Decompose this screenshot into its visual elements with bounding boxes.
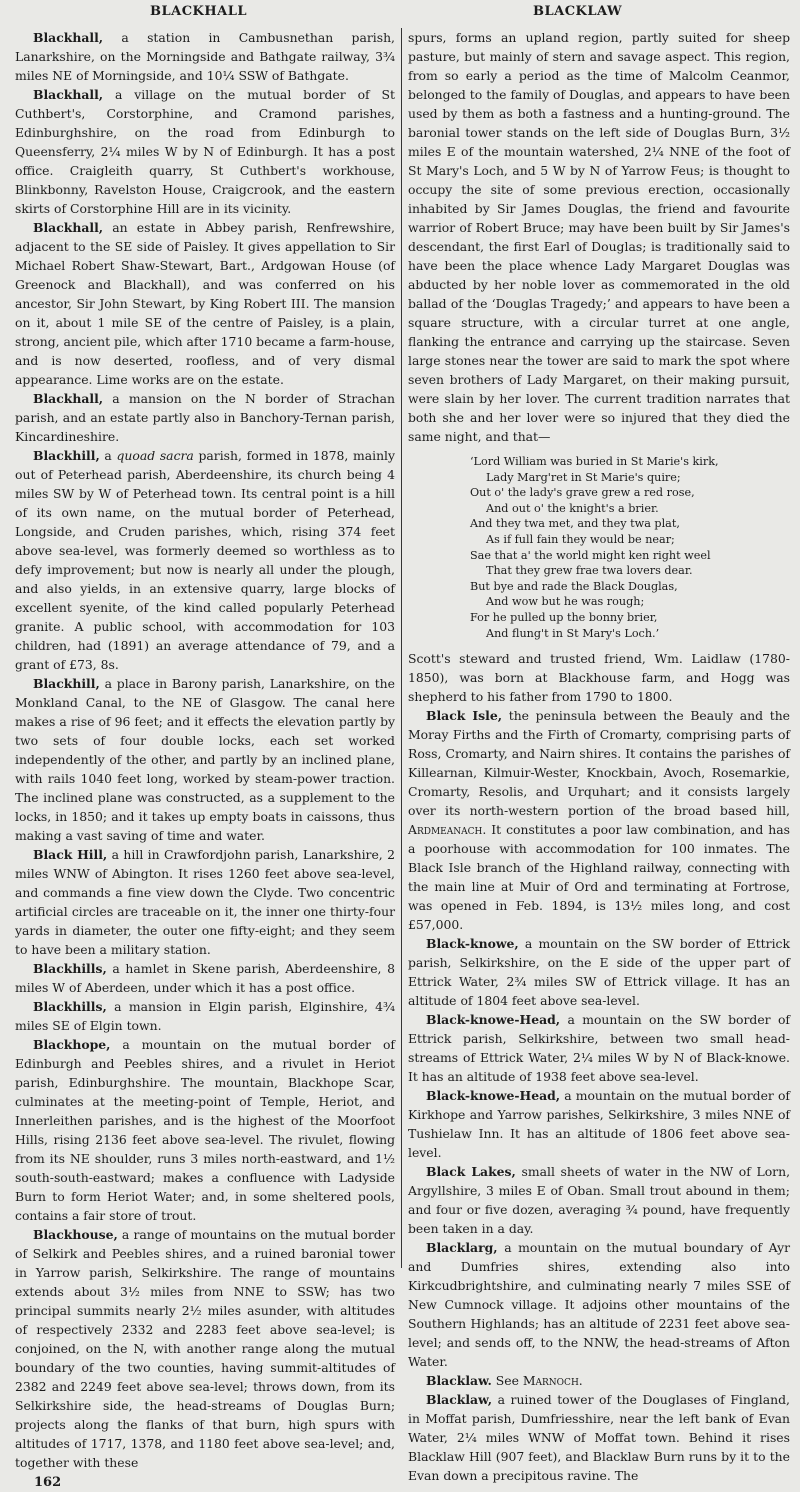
column-divider	[401, 28, 402, 1268]
entry-text: quoad sacra	[116, 448, 194, 463]
entry-text: a mansion in Elgin parish, Elginshire, 4¾ miles SE of Elgin town.	[15, 999, 395, 1033]
gazetteer-entry	[15, 85, 395, 218]
gazetteer-entry	[408, 1371, 790, 1390]
poem-line: As if full fain they would be near;	[486, 532, 675, 546]
poem-line: Sae that a' the world might ken right weel	[470, 548, 711, 562]
gazetteer-entry	[15, 389, 395, 446]
entry-text: a mountain on the mutual boundary of Ayr and Dumfries shires, extending also into Kirkcudbrightshire, and culminating nearly 7 miles SSE of New Cumnock village. It adjoins other mountains of the Southern Highlands; has an altitude of 2231 feet above sea-level; and sends off, to the NNW, the head-streams of Afton Water.	[408, 1240, 790, 1370]
entry-headword: Blackhills,	[33, 999, 107, 1014]
entry-headword: Blackhall,	[33, 87, 104, 102]
entry-headword: Blacklaw,	[426, 1392, 493, 1408]
entry-text: a hamlet in Skene parish, Aberdeenshire, 8 miles W of Aberdeen, under which it has a post office.	[15, 961, 395, 995]
entry-headword: Blackhouse,	[33, 1227, 118, 1242]
poem-line: Out o' the lady's grave grew a red rose,	[470, 486, 695, 500]
entry-text: a ruined tower of the Douglases of Fingland, in Moffat parish, Dumfriesshire, near the left bank of Evan Water, 2¼ miles WNW of Moffat town. Behind it rises Blacklaw Hill (907 feet), and Blacklaw Burn runs by it to the Evan down a precipitous ravine. The	[408, 1392, 790, 1484]
left-column	[15, 28, 395, 1492]
gazetteer-entry	[15, 674, 395, 845]
entry-headword: Black Hill,	[33, 847, 108, 862]
gazetteer-entry	[408, 1162, 790, 1238]
entry-continuation-after-poem: Scott's steward and trusted friend, Wm. Laidlaw (1780-1850), was born at Blackhouse farm, and Hogg was shepherd to his father from 1790 to 1800.	[408, 651, 790, 705]
ballad-quotation	[470, 454, 790, 641]
entry-headword: Blacklarg,	[426, 1240, 498, 1256]
gazetteer-entry	[15, 1035, 395, 1225]
entry-headword: Black Lakes,	[426, 1164, 516, 1180]
entry-headword: Blackhope,	[33, 1037, 111, 1052]
gazetteer-entry	[408, 1010, 790, 1086]
poem-line: And flung't in St Mary's Loch.’	[486, 626, 660, 640]
page-number: 162	[34, 1475, 62, 1490]
entry-headword: Blackhills,	[33, 961, 107, 976]
entry-text: a range of mountains on the mutual border of Selkirk and Peebles shires, and a ruined baronial tower in Yarrow parish, Selkirkshire. The range of mountains extends about 3½ miles from NNE to SSW; has two principal summits nearly 2½ miles asunder, with altitudes of respectively 2332 and 2283 feet above sea-level; is conjoined, on the N, with another range along the mutual boundary of the two counties, having summit-altitudes of 2382 and 2249 feet above sea-level; throws down, from its Selkirkshire side, the head-streams of Douglas Burn; projects along the flanks of that burn, high spurs with altitudes of 1717, 1378, and 1180 feet above sea-level; and, together with these	[15, 1227, 395, 1470]
gazetteer-entry	[15, 446, 395, 674]
entry-text: See	[491, 1373, 523, 1389]
entry-headword: Blacklaw.	[426, 1373, 492, 1389]
entry-text: a station in Cambusnethan parish, Lanarkshire, on the Morningside and Bathgate railway, 3¾ miles NE of Morningside, and 10¼ SSW of Bathgate.	[15, 30, 395, 83]
entry-text: a mountain on the SW border of Ettrick parish, Selkirkshire, between two small head-streams of Ettrick Water, 2¼ miles W by N of Black-knowe. It has an altitude of 1938 feet above sea-level.	[408, 1012, 790, 1085]
poem-line: That they grew frae twa lovers dear.	[486, 564, 693, 578]
entry-headword: Blackhall,	[33, 30, 104, 45]
poem-line: ‘Lord William was buried in St Marie's kirk,	[470, 455, 719, 468]
entry-text: the peninsula between the Beauly and the Moray Firths and the Firth of Cromarty, comprising parts of Ross, Cromarty, and Nairn shires. It contains the parishes of Killearnan, Kilmuir-Wester, Knockbain, Avoch, Rosemarkie, Cromarty, Resolis, and Urquhart; and it consists largely over its north-western portion of the broad based hill,	[408, 708, 791, 819]
entry-text: an estate in Abbey parish, Renfrewshire, adjacent to the SE side of Paisley. It gives appellation to Sir Michael Robert Shaw-Stewart, Bart., Ardgowan House (of Greenock and Blackhall), and was conferred on his ancestor, Sir John Stewart, by King Robert III. The mansion on it, about 1 mile SE of the centre of Paisley, is a plain, strong, ancient pile, which after 1710 became a farm-house, and is now deserted, roofless, and of very dismal appearance. Lime works are on the estate.	[15, 220, 395, 387]
gazetteer-entry	[408, 1086, 790, 1162]
entry-headword: Black-knowe,	[426, 936, 519, 952]
entry-text: parish, formed in 1878, mainly out of Peterhead parish, Aberdeenshire, its church being 4 miles SW by W of Peterhead town. Its central point is a hill of its own name, on the mutual border of Peterhead, Longside, and Cruden parishes, which, rising 374 feet above sea-level, was formerly deemed so worthless as to defy improvement; but now is nearly all under the plough, and also yields, in an extensive quarry, large blocks of excellent syenite, of the kind called popularly Peterhead granite. A public school, with accommodation for 103 children, had (1891) an average attendance of 79, and a grant of £73, 8s.	[15, 448, 396, 672]
entry-headword: Blackhall,	[33, 391, 104, 406]
gazetteer-entry	[408, 706, 790, 934]
entry-text: Marnoch	[522, 1373, 579, 1389]
poem-line: But bye and rade the Black Douglas,	[470, 579, 678, 593]
entry-text: Ardmeanach	[408, 822, 483, 838]
entry-headword: Blackhill,	[33, 448, 100, 463]
running-header-left: BLACKHALL	[150, 4, 248, 19]
entry-headword: Blackhall,	[33, 220, 104, 235]
gazetteer-entry	[408, 934, 790, 1010]
poem-line: For he pulled up the bonny brier,	[470, 610, 658, 624]
gazetteer-entry	[408, 1238, 790, 1371]
gazetteer-entry	[15, 959, 395, 997]
gazetteer-entry	[15, 997, 395, 1035]
entry-text: a village on the mutual border of St Cuthbert's, Corstorphine, and Cramond parishes, Edinburghshire, on the road from Edinburgh to Queensferry, 2¼ miles W by N of Edinburgh. It has a post office. Craigleith quarry, St Cuthbert's workhouse, Blinkbonny, Ravelston House, Craigcrook, and the eastern skirts of Corstorphine Hill are in its vicinity.	[15, 87, 395, 216]
gazetteer-entry	[15, 28, 395, 85]
right-column	[408, 28, 790, 1485]
running-header-right: BLACKLAW	[533, 4, 623, 19]
poem-line: And wow but he was rough;	[486, 595, 645, 609]
entry-text: . It constitutes a poor law combination, and has a poorhouse with accommodation for 100 inmates. The Black Isle branch of the Highland railway, connecting with the main line at Muir of Ord and terminating at Fortrose, was opened in Feb. 1894, is 13½ miles long, and cost £57,000.	[408, 822, 790, 933]
gazetteer-entry	[15, 218, 395, 389]
entry-headword: Blackhill,	[33, 676, 100, 691]
entry-text: a mansion on the N border of Strachan parish, and an estate partly also in Banchory-Ternan parish, Kincardineshire.	[15, 391, 395, 444]
entry-text: a	[99, 448, 117, 463]
entry-headword: Black-knowe-Head,	[426, 1012, 561, 1028]
entry-text: a place in Barony parish, Lanarkshire, on the Monkland Canal, to the NE of Glasgow. The canal here makes a rise of 96 feet; and it effects the elevation partly by two sets of four double locks, each set worked independently of the other, and partly by an inclined plane, with rails 1040 feet long, worked by steam-power traction. The inclined plane was constructed, as a supplement to the locks, in 1850; and it takes up empty boats in caissons, thus making a vast saving of time and water.	[15, 676, 395, 843]
entry-headword: Black Isle,	[426, 708, 503, 724]
entry-headword: Black-knowe-Head,	[426, 1088, 561, 1104]
entry-text: a mountain on the mutual border of Edinburgh and Peebles shires, and a rivulet in Heriot parish, Edinburghshire. The mountain, Blackhope Scar, culminates at the meeting-point of Temple, Heriot, and Innerleithen parishes, and is the highest of the Moorfoot Hills, rising 2136 feet above sea-level. The rivulet, flowing from its NE shoulder, runs 3 miles north-eastward, and 1½ south-south-eastward; makes a confluence with Ladyside Burn to form Heriot Water; and, in some sheltered pools, contains a fair store of trout.	[15, 1037, 395, 1223]
entry-text: a mountain on the mutual border of Kirkhope and Yarrow parishes, Selkirkshire, 3 miles NNE of Tushielaw Inn. It has an altitude of 1806 feet above sea-level.	[408, 1088, 790, 1161]
entry-text: a hill in Crawfordjohn parish, Lanarkshire, 2 miles WNW of Abington. It rises 1260 feet above sea-level, and commands a fine view down the Clyde. Two concentric artificial circles are traceable on it, the inner one thirty-four yards in diameter, the outer one fifty-eight; and they seem to have been a military station.	[15, 847, 395, 957]
gazetteer-entry	[15, 1225, 395, 1472]
poem-line: Lady Marg'ret in St Marie's quire;	[486, 470, 681, 484]
poem-line: And they twa met, and they twa plat,	[470, 517, 680, 531]
poem-line: And out o' the knight's a brier.	[486, 501, 659, 515]
entry-text: .	[578, 1373, 583, 1389]
entry-text: small sheets of water in the NW of Lorn, Argyllshire, 3 miles E of Oban. Small trout abound in them; and four or five dozen, averaging ¾ pound, have frequently been taken in a day.	[408, 1164, 791, 1237]
entry-text: a mountain on the SW border of Ettrick parish, Selkirkshire, on the E side of the upper part of Ettrick Water, 2¾ miles SW of Ettrick village. It has an altitude of 1804 feet above sea-level.	[408, 936, 790, 1009]
gazetteer-entry	[15, 845, 395, 959]
gazetteer-entry	[408, 1390, 790, 1485]
entry-continuation: spurs, forms an upland region, partly suited for sheep pasture, but mainly of stern and savage aspect. This region, from so early a period as the time of Malcolm Ceanmor, belonged to the family of Douglas, and appears to have been used by them as both a fastness and a hunting-ground. The baronial tower stands on the left side of Douglas Burn, 3½ miles E of the mountain watershed, 2¼ NNE of the foot of St Mary's Loch, and 5 W by N of Yarrow Feus; is thought to occupy the site of some previous erection, occasionally inhabited by Sir James Douglas, the friend and favourite warrior of Robert Bruce; may have been built by Sir James's descendant, the first Earl of Douglas; is traditionally said to have been the place whence Lady Margaret Douglas was abducted by her noble lover as commemorated in the old ballad of the ‘Douglas Tragedy;’ and appears to have been a square structure, with a circular turret at one angle, flanking the entrance and carrying up the staircase. Seven large stones near the tower are said to mark the spot where seven brothers of Lady Margaret, on their making pursuit, were slain by her lover. The current tradition narrates that both she and her lover were so injured that they died the same night, and that—	[408, 30, 790, 444]
